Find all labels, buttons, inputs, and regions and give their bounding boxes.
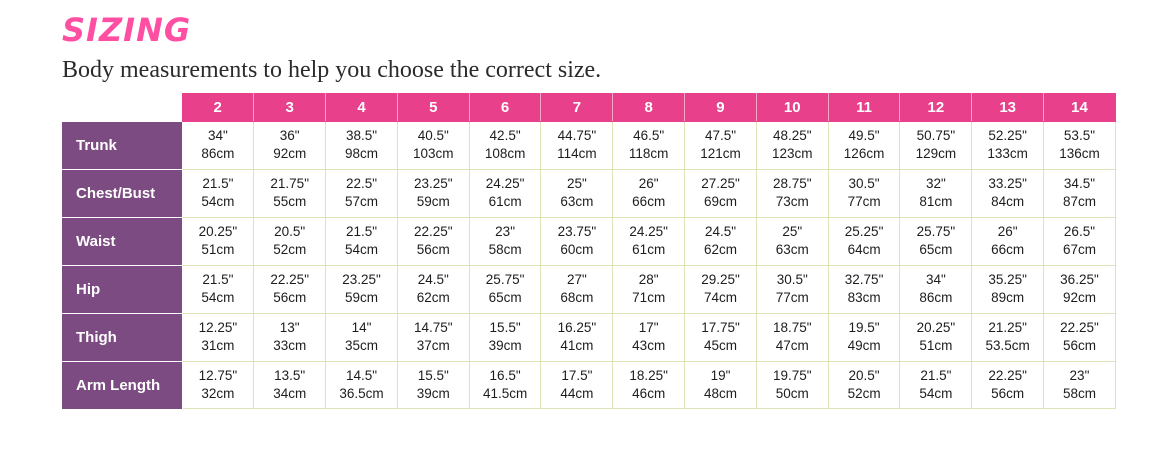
measurement-cm: 86cm [201,146,235,162]
measurement-inches: 27.25" [701,175,740,191]
measurement-cm: 31cm [201,338,235,353]
measurement-inches: 23.25" [414,175,453,191]
measurement-cm: 62cm [703,242,737,257]
measurement-cm: 73cm [775,194,809,209]
measurement-inches: 38.5" [345,128,378,144]
measurement-cell [756,122,828,170]
measurement-inches: 23" [1069,367,1090,383]
measurement-cell [397,169,469,217]
measurement-inches: 48.25" [772,128,812,144]
measurement-cm: 126cm [843,146,885,162]
measurement-cm: 87cm [1062,194,1096,209]
measurement-inches: 42.5" [489,128,521,144]
measurement-cell [397,265,469,313]
measurement-cell [541,265,613,313]
measurement-inches: 16.25" [557,319,597,335]
measurement-cell [182,122,254,170]
sizing-table-container [62,93,1106,409]
measurement-cm: 71cm [632,290,666,305]
measurement-inches: 20.25" [916,319,956,335]
measurement-cm: 54cm [201,194,235,209]
sizing-table [62,93,1116,409]
measurement-inches: 26.5" [1063,223,1095,239]
measurement-cell [685,265,757,313]
measurement-inches: 13.5" [274,367,306,383]
measurement-inches: 22.25" [988,367,1027,383]
measurement-cell [326,217,398,265]
size-header-9: 9 [685,94,757,122]
measurement-inches: 15.5" [489,319,521,335]
measurement-inches: 13" [279,319,300,335]
measurement-cm: 66cm [991,242,1025,257]
measurement-cell [254,361,326,409]
measurement-cm: 62cm [416,290,450,305]
measurement-inches: 16.5" [489,367,521,383]
measurement-cm: 46cm [632,385,666,401]
measurement-inches: 28" [638,271,659,287]
measurement-cell [613,265,685,313]
size-header-5: 5 [397,94,469,122]
measurement-cell [828,122,900,170]
measurement-inches: 25" [566,175,587,191]
measurement-cell [397,122,469,170]
measurement-inches: 30.5" [848,175,880,191]
measurement-cell [254,217,326,265]
measurement-cell [972,122,1044,170]
measurement-cell [972,361,1044,409]
measurement-cm: 54cm [919,385,953,401]
measurement-cell [541,169,613,217]
measurement-cell [469,313,541,361]
measurement-cm: 35cm [344,338,378,353]
measurement-cell [397,313,469,361]
measurement-cm: 63cm [775,242,809,257]
measurement-cell [756,265,828,313]
measurement-cm: 58cm [488,242,522,257]
measurement-cell [254,313,326,361]
measurement-cm: 33cm [273,338,307,353]
measurement-cell [182,361,254,409]
measurement-cm: 66cm [632,194,666,209]
measurement-cm: 92cm [273,146,307,162]
measurement-cell [469,361,541,409]
measurement-cm: 51cm [201,242,235,257]
measurement-cm: 68cm [560,290,594,305]
measurement-inches: 22.25" [414,223,453,239]
measurement-inches: 21.5" [202,175,234,191]
measurement-inches: 32" [925,175,946,191]
measurement-cm: 64cm [847,242,881,257]
measurement-inches: 18.75" [772,319,812,335]
measurement-inches: 20.5" [274,223,306,239]
measurement-inches: 46.5" [633,128,665,144]
measurement-cm: 108cm [484,146,526,162]
measurement-cell [1044,265,1116,313]
measurement-inches: 52.25" [988,128,1027,144]
measurement-cm: 56cm [273,290,307,305]
measurement-cell [828,169,900,217]
table-row [62,313,1115,361]
measurement-cell [541,361,613,409]
measurement-cm: 63cm [560,194,594,209]
measurement-cm: 34cm [273,385,307,401]
measurement-cm: 114cm [557,146,597,162]
row-label-trunk: Trunk [62,122,182,170]
measurement-cm: 92cm [1062,290,1096,305]
measurement-cell [828,265,900,313]
measurement-cell [254,265,326,313]
measurement-cm: 56cm [416,242,450,257]
table-row [62,361,1115,409]
measurement-cm: 32cm [201,385,235,401]
measurement-inches: 44.75" [557,128,597,144]
measurement-cm: 41.5cm [482,385,528,401]
measurement-cell [900,313,972,361]
measurement-cm: 103cm [413,146,454,162]
row-label-thigh: Thigh [62,313,182,361]
measurement-cell [613,122,685,170]
measurement-inches: 14" [351,319,372,335]
measurement-inches: 26" [997,223,1018,239]
measurement-cell [541,217,613,265]
measurement-cm: 53.5cm [985,338,1030,353]
measurement-cm: 98cm [344,146,378,162]
measurement-cm: 45cm [703,338,737,353]
measurement-cm: 55cm [273,194,307,209]
measurement-cm: 74cm [703,290,737,305]
measurement-inches: 34.5" [1063,175,1095,191]
measurement-cell [541,122,613,170]
measurement-cell [1044,122,1116,170]
measurement-inches: 22.25" [1060,319,1099,335]
measurement-inches: 47.5" [704,128,737,144]
measurement-cell [828,313,900,361]
measurement-cm: 81cm [919,194,953,209]
size-header-2: 2 [182,94,254,122]
measurement-cell [326,265,398,313]
measurement-cell [972,265,1044,313]
measurement-cell [182,313,254,361]
measurement-inches: 19.75" [772,367,812,383]
measurement-cm: 54cm [201,290,235,305]
measurement-cm: 52cm [847,385,881,401]
measurement-inches: 23.75" [557,223,597,239]
measurement-inches: 25.75" [485,271,525,287]
measurement-cm: 59cm [416,194,450,209]
measurement-cm: 51cm [919,338,953,353]
measurement-cm: 50cm [775,385,809,401]
measurement-inches: 12.25" [198,319,238,335]
measurement-cell [254,122,326,170]
size-header-6: 6 [469,94,541,122]
measurement-cm: 57cm [344,194,378,209]
measurement-cm: 36.5cm [339,385,384,401]
measurement-cm: 37cm [416,338,450,353]
measurement-cm: 47cm [775,338,809,353]
measurement-inches: 49.5" [848,128,880,144]
measurement-cell [613,313,685,361]
measurement-cm: 54cm [344,242,378,257]
measurement-cell [397,361,469,409]
size-header-13: 13 [972,94,1044,122]
measurement-cm: 48cm [703,385,737,401]
row-label-chest-bust: Chest/Bust [62,169,182,217]
measurement-inches: 24.25" [485,175,525,191]
measurement-cm: 133cm [987,146,1028,162]
measurement-cell [685,217,757,265]
measurement-cm: 56cm [1062,338,1096,353]
measurement-inches: 22.5" [345,175,378,191]
measurement-cm: 39cm [488,338,522,353]
measurement-inches: 18.25" [629,367,668,383]
measurement-inches: 14.75" [414,319,453,335]
measurement-cm: 59cm [344,290,378,305]
measurement-cm: 58cm [1062,385,1096,401]
measurement-cell [182,217,254,265]
measurement-inches: 21.5" [920,367,952,383]
measurement-cm: 129cm [915,146,957,162]
measurement-inches: 22.25" [270,271,309,287]
measurement-inches: 21.25" [988,319,1027,335]
measurement-cell [1044,169,1116,217]
size-header-7: 7 [541,94,613,122]
size-header-8: 8 [613,94,685,122]
measurement-cm: 86cm [919,290,953,305]
measurement-inches: 40.5" [417,128,449,144]
measurement-cell [326,361,398,409]
table-row [62,265,1115,313]
table-row [62,217,1115,265]
measurement-inches: 23" [495,223,515,239]
measurement-cell [613,217,685,265]
measurement-cell [469,265,541,313]
measurement-inches: 35.25" [988,271,1027,287]
measurement-cell [685,122,757,170]
measurement-cell [326,169,398,217]
measurement-cell [972,217,1044,265]
measurement-inches: 15.5" [417,367,449,383]
measurement-cell [900,217,972,265]
measurement-inches: 34" [925,271,946,287]
measurement-cell [685,169,757,217]
measurement-cm: 65cm [488,290,522,305]
measurement-inches: 20.25" [198,223,238,239]
measurement-inches: 25.75" [916,223,956,239]
measurement-inches: 33.25" [988,175,1027,191]
measurement-cm: 89cm [991,290,1025,305]
measurement-cm: 65cm [919,242,953,257]
measurement-cell [828,361,900,409]
size-header-4: 4 [326,94,398,122]
measurement-inches: 29.25" [701,271,740,287]
measurement-cm: 60cm [560,242,594,257]
measurement-inches: 24.5" [704,223,737,239]
measurement-cell [182,265,254,313]
measurement-cm: 83cm [847,290,881,305]
measurement-cm: 61cm [488,194,522,209]
measurement-inches: 30.5" [776,271,808,287]
measurement-cm: 61cm [632,242,666,257]
measurement-inches: 24.5" [417,271,449,287]
measurement-cell [756,313,828,361]
measurement-inches: 27" [566,271,587,287]
measurement-inches: 53.5" [1063,128,1095,144]
table-row [62,122,1115,170]
measurement-cell [541,313,613,361]
row-label-hip: Hip [62,265,182,313]
measurement-cell [900,361,972,409]
measurement-cm: 43cm [632,338,666,353]
measurement-cell [469,217,541,265]
measurement-cm: 123cm [772,146,813,162]
measurement-cm: 84cm [991,194,1025,209]
measurement-inches: 20.5" [848,367,880,383]
measurement-inches: 26" [638,175,659,191]
page-subtitle: Body measurements to help you choose the correct size. [62,57,602,83]
measurement-cell [182,169,254,217]
measurement-cell [1044,361,1116,409]
size-header-11: 11 [828,94,900,122]
measurement-inches: 17.5" [561,367,593,383]
size-header-3: 3 [254,94,326,122]
size-header-10: 10 [756,94,828,122]
measurement-inches: 23.25" [342,271,381,287]
measurement-inches: 14.5" [345,367,378,383]
measurement-cm: 69cm [703,194,737,209]
measurement-cm: 121cm [700,146,741,162]
table-corner-cell [62,94,182,122]
measurement-cell [397,217,469,265]
size-header-12: 12 [900,94,972,122]
measurement-inches: 36" [279,128,300,144]
measurement-cell [756,169,828,217]
measurement-cm: 52cm [273,242,307,257]
measurement-cell [613,361,685,409]
page-title: SIZING [62,11,192,49]
measurement-cell [972,313,1044,361]
measurement-cm: 44cm [560,385,594,401]
measurement-cm: 77cm [775,290,809,305]
measurement-inches: 25.25" [844,223,884,239]
measurement-cm: 118cm [628,146,669,162]
measurement-inches: 17.75" [701,319,740,335]
measurement-cm: 67cm [1062,242,1096,257]
measurement-cell [1044,313,1116,361]
measurement-cell [326,313,398,361]
measurement-cm: 77cm [847,194,881,209]
table-header-row [62,94,1115,122]
row-label-arm-length: Arm Length [62,361,182,409]
measurement-inches: 24.25" [629,223,668,239]
measurement-inches: 28.75" [772,175,812,191]
measurement-cell [685,313,757,361]
measurement-inches: 34" [207,128,228,144]
measurement-cell [828,217,900,265]
row-label-waist: Waist [62,217,182,265]
measurement-cell [756,361,828,409]
measurement-cm: 41cm [560,338,594,353]
measurement-cm: 136cm [1059,146,1100,162]
measurement-inches: 21.75" [270,175,309,191]
measurement-inches: 19" [710,367,731,383]
measurement-cm: 49cm [847,338,881,353]
measurement-inches: 21.5" [202,271,234,287]
measurement-cell [685,361,757,409]
measurement-cell [613,169,685,217]
measurement-inches: 21.5" [345,223,378,239]
measurement-inches: 19.5" [848,319,880,335]
measurement-inches: 50.75" [916,128,956,144]
measurement-inches: 32.75" [844,271,884,287]
measurement-cell [900,122,972,170]
measurement-inches: 12.75" [198,367,238,383]
measurement-cell [469,169,541,217]
measurement-cell [972,169,1044,217]
table-row [62,169,1115,217]
measurement-cell [900,265,972,313]
measurement-cell [326,122,398,170]
measurement-cm: 56cm [991,385,1025,401]
measurement-inches: 17" [638,319,659,335]
measurement-cell [756,217,828,265]
measurement-cell [900,169,972,217]
measurement-cell [469,122,541,170]
size-header-14: 14 [1044,94,1116,122]
measurement-cell [254,169,326,217]
measurement-cm: 39cm [416,385,450,401]
measurement-inches: 36.25" [1060,271,1099,287]
measurement-inches: 25" [782,223,803,239]
measurement-cell [1044,217,1116,265]
